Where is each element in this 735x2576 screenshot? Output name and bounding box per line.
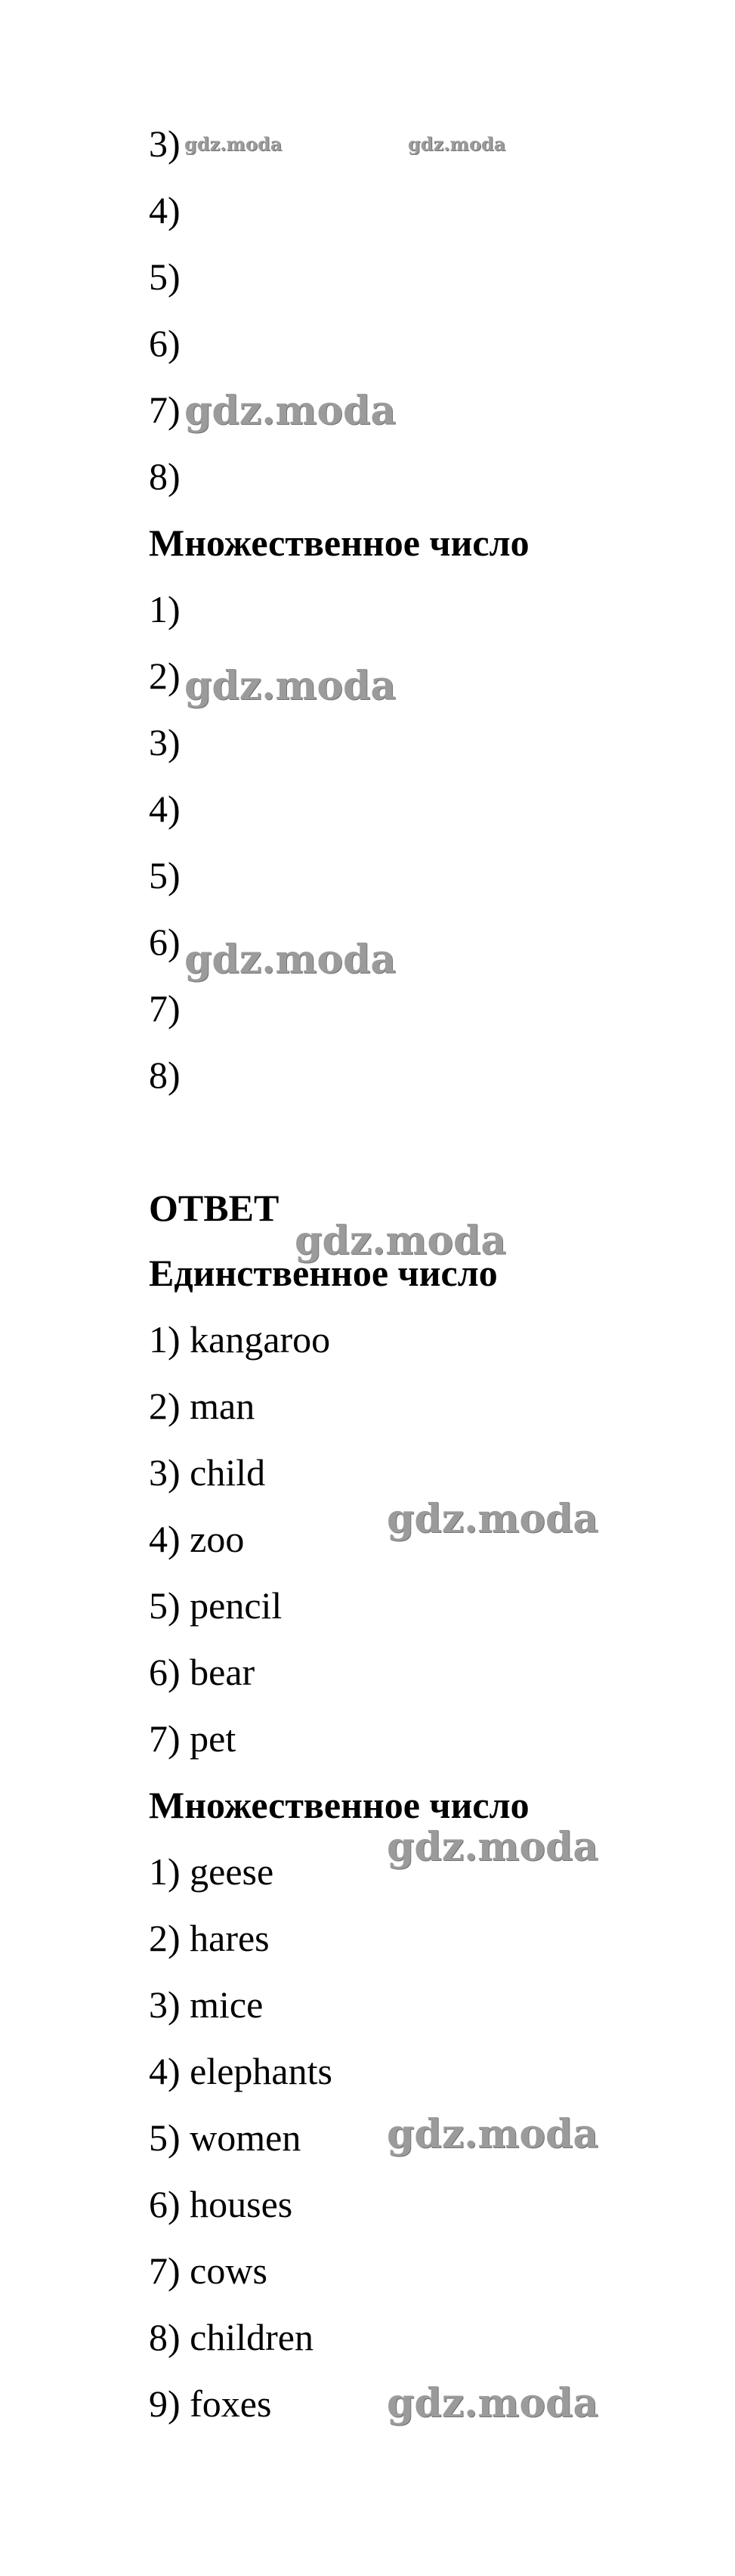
- answer-item: 1) kangaroo: [149, 1318, 331, 1361]
- section-heading-plural: Множественное число: [149, 522, 530, 564]
- answer-item: 3) child: [149, 1451, 266, 1494]
- answer-item: 4) zoo: [149, 1518, 245, 1560]
- section-heading-singular: Единственное число: [149, 1252, 498, 1294]
- answer-item: 1) geese: [149, 1850, 274, 1893]
- watermark: gdz.moda: [184, 937, 397, 983]
- list-item: 6): [149, 322, 181, 364]
- answer-item: 5) women: [149, 2116, 301, 2159]
- list-item: 6): [149, 921, 181, 963]
- list-item: 7): [149, 987, 181, 1029]
- answer-item: 4) elephants: [149, 2050, 332, 2092]
- watermark: gdz.moda: [184, 133, 283, 155]
- answer-item: 3) mice: [149, 1983, 264, 2026]
- answer-item: 2) man: [149, 1385, 255, 1427]
- watermark: gdz.moda: [184, 388, 397, 434]
- list-item: 3): [149, 721, 181, 763]
- answer-item: 8) children: [149, 2316, 313, 2358]
- list-item: 8): [149, 455, 181, 497]
- section-heading-plural-answers: Множественное число: [149, 1784, 530, 1826]
- answer-item: 2) hares: [149, 1917, 270, 1959]
- answer-item: 5) pencil: [149, 1584, 283, 1627]
- answer-heading: ОТВЕТ: [149, 1187, 279, 1229]
- list-item: 3): [149, 122, 181, 165]
- list-item: 1): [149, 588, 181, 630]
- watermark: gdz.moda: [408, 133, 506, 155]
- answer-item: 7) cows: [149, 2249, 267, 2292]
- answer-item: 6) bear: [149, 1651, 255, 1693]
- watermark: gdz.moda: [387, 1824, 599, 1870]
- answer-item: 9) foxes: [149, 2382, 272, 2425]
- list-item: 8): [149, 1054, 181, 1096]
- watermark: gdz.moda: [184, 663, 397, 709]
- answer-item: 6) houses: [149, 2183, 293, 2225]
- list-item: 2): [149, 655, 181, 697]
- list-item: 5): [149, 854, 181, 896]
- list-item: 5): [149, 255, 181, 298]
- list-item: 7): [149, 389, 181, 431]
- list-item: 4): [149, 788, 181, 830]
- watermark: gdz.moda: [387, 2380, 599, 2426]
- watermark: gdz.moda: [295, 1218, 507, 1264]
- list-item: 4): [149, 189, 181, 231]
- watermark: gdz.moda: [387, 1496, 599, 1542]
- answer-item: 7) pet: [149, 1717, 236, 1760]
- watermark: gdz.moda: [387, 2111, 599, 2157]
